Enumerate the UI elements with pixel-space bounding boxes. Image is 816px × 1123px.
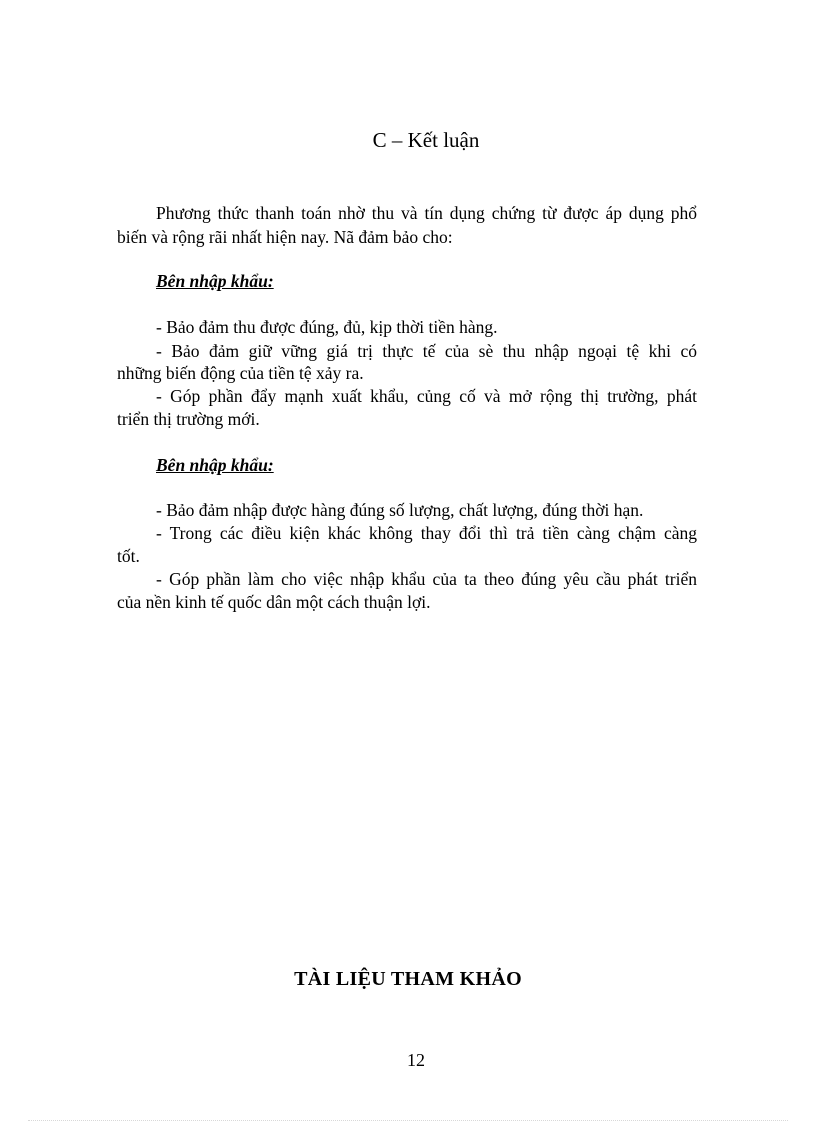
group1-item-2-line-1: - Bảo đảm giữ vững giá trị thực tế của sè thu nhập ngoại tệ khi có xyxy=(156,341,697,361)
group1-heading: Bên nhập khẩu: xyxy=(156,271,274,291)
intro-line-2: biến và rộng rãi nhất hiện nay. Nã đảm bảo cho: xyxy=(117,227,453,247)
group1-item-3-line-2: triển thị trường mới. xyxy=(117,409,260,429)
page-number: 12 xyxy=(407,1050,425,1070)
group2-item-2-line-1: - Trong các điều kiện khác không thay đổi thì trả tiền càng chậm càng xyxy=(156,523,697,543)
page-bottom-divider xyxy=(28,1120,788,1121)
section-title: C – Kết luận xyxy=(372,128,480,152)
group2-item-2-line-2: tốt. xyxy=(117,546,140,566)
group2-item-1: - Bảo đảm nhập được hàng đúng số lượng, chất lượng, đúng thời hạn. xyxy=(156,500,644,520)
group2-item-3-line-2: của nền kinh tế quốc dân một cách thuận lợi. xyxy=(117,592,431,612)
group2-item-3-line-1: - Góp phần làm cho việc nhập khẩu của ta theo đúng yêu cầu phát triển xyxy=(156,569,697,589)
references-heading: TÀI LIỆU THAM KHẢO xyxy=(294,968,522,990)
group2-heading: Bên nhập khẩu: xyxy=(156,455,274,475)
group1-item-3-line-1: - Góp phần đẩy mạnh xuất khẩu, củng cố và mở rộng thị trường, phát xyxy=(156,386,697,406)
intro-line-1: Phương thức thanh toán nhờ thu và tín dụng chứng từ được áp dụng phổ xyxy=(156,203,697,223)
group1-item-1: - Bảo đảm thu được đúng, đủ, kịp thời tiền hàng. xyxy=(156,317,498,337)
group1-item-2-line-2: những biến động của tiền tệ xảy ra. xyxy=(117,363,364,383)
